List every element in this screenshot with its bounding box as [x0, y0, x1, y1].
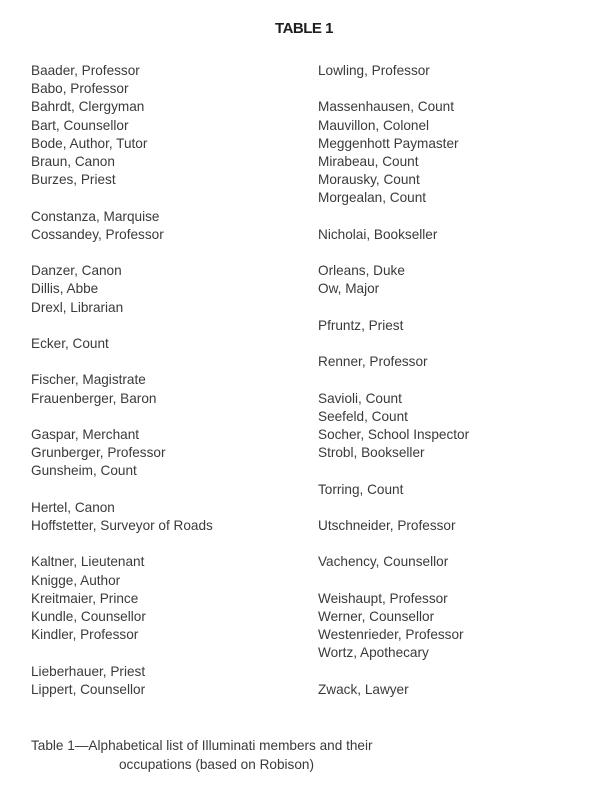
member-entry: Zwack, Lawyer — [318, 681, 409, 697]
group-spacer — [318, 499, 469, 517]
member-entry: Mauvillon, Colonel — [318, 117, 430, 133]
member-entry: Burzes, Priest — [31, 172, 116, 188]
member-entry: Vachency, Counsellor — [318, 554, 449, 570]
member-entry: Strobl, Bookseller — [318, 445, 425, 461]
member-entry: Constanza, Marquise — [31, 208, 160, 224]
members-list-left — [31, 62, 213, 699]
member-entry: Meggenhott Paymaster — [318, 135, 459, 151]
member-entry: Frauenberger, Baron — [31, 390, 157, 406]
group-spacer — [318, 535, 469, 553]
member-entry: Westenrieder, Professor — [318, 627, 464, 643]
member-entry: Morgealan, Count — [318, 190, 427, 206]
group-spacer — [31, 644, 213, 662]
caption-line-2: occupations (based on Robison) — [119, 757, 314, 772]
member-entry: Drexl, Librarian — [31, 299, 124, 315]
member-entry: Cossandey, Professor — [31, 226, 164, 242]
member-entry: Lippert, Counsellor — [31, 681, 146, 697]
member-entry: Baader, Professor — [31, 63, 140, 78]
member-entry: Hertel, Canon — [31, 499, 115, 515]
member-entry: Torring, Count — [318, 481, 404, 497]
group-spacer — [318, 299, 469, 317]
member-entry: Weishaupt, Professor — [318, 590, 448, 606]
table-caption — [31, 736, 373, 774]
member-entry: Savioli, Count — [318, 390, 402, 406]
member-entry: Kindler, Professor — [31, 627, 139, 643]
member-entry: Fischer, Magistrate — [31, 372, 146, 388]
member-entry: Hoffstetter, Surveyor of Roads — [31, 517, 213, 533]
member-entry: Massenhausen, Count — [318, 99, 455, 115]
member-entry: Morausky, Count — [318, 172, 420, 188]
member-entry: Seefeld, Count — [318, 408, 408, 424]
member-entry: Lieberhauer, Priest — [31, 663, 146, 679]
group-spacer — [31, 189, 213, 207]
member-entry: Gaspar, Merchant — [31, 426, 140, 442]
member-entry: Babo, Professor — [31, 81, 129, 97]
member-entry: Pfruntz, Priest — [318, 317, 404, 333]
member-entry: Ow, Major — [318, 281, 380, 297]
member-entry: Bode, Author, Tutor — [31, 135, 148, 151]
group-spacer — [31, 244, 213, 262]
group-spacer — [318, 371, 469, 389]
member-entry: Kreitmaier, Prince — [31, 590, 139, 606]
member-entry: Kaltner, Lieutenant — [31, 554, 145, 570]
group-spacer — [31, 408, 213, 426]
group-spacer — [318, 462, 469, 480]
group-spacer — [318, 335, 469, 353]
member-entry: Orleans, Duke — [318, 263, 405, 279]
member-entry: Nicholai, Bookseller — [318, 226, 438, 242]
group-spacer — [318, 244, 469, 262]
group-spacer — [31, 317, 213, 335]
group-spacer — [318, 663, 469, 681]
member-entry: Ecker, Count — [31, 336, 109, 351]
member-entry: Wortz, Apothecary — [318, 645, 429, 661]
member-entry: Knigge, Author — [31, 572, 121, 588]
member-entry: Socher, School Inspector — [318, 426, 470, 442]
member-entry: Lowling, Professor — [318, 63, 430, 78]
member-entry: Renner, Professor — [318, 354, 428, 370]
group-spacer — [31, 353, 213, 371]
member-entry: Kundle, Counsellor — [31, 608, 146, 624]
member-entry: Utschneider, Professor — [318, 517, 456, 533]
group-spacer — [31, 535, 213, 553]
member-entry: Braun, Canon — [31, 154, 115, 170]
table-title: TABLE 1 — [275, 20, 333, 37]
group-spacer — [31, 481, 213, 499]
member-entry: Bahrdt, Clergyman — [31, 99, 145, 115]
member-entry: Bart, Counsellor — [31, 117, 129, 133]
member-entry: Gunsheim, Count — [31, 463, 137, 479]
caption-line-1: Table 1—Alphabetical list of Illuminati members and their — [31, 738, 373, 753]
group-spacer — [318, 572, 469, 590]
member-entry: Grunberger, Professor — [31, 445, 166, 461]
group-spacer — [318, 80, 469, 98]
members-list-right — [318, 62, 469, 699]
member-entry: Mirabeau, Count — [318, 154, 419, 169]
member-entry: Dillis, Abbe — [31, 281, 99, 297]
member-entry: Danzer, Canon — [31, 263, 122, 279]
group-spacer — [318, 208, 469, 226]
member-entry: Werner, Counsellor — [318, 608, 435, 624]
